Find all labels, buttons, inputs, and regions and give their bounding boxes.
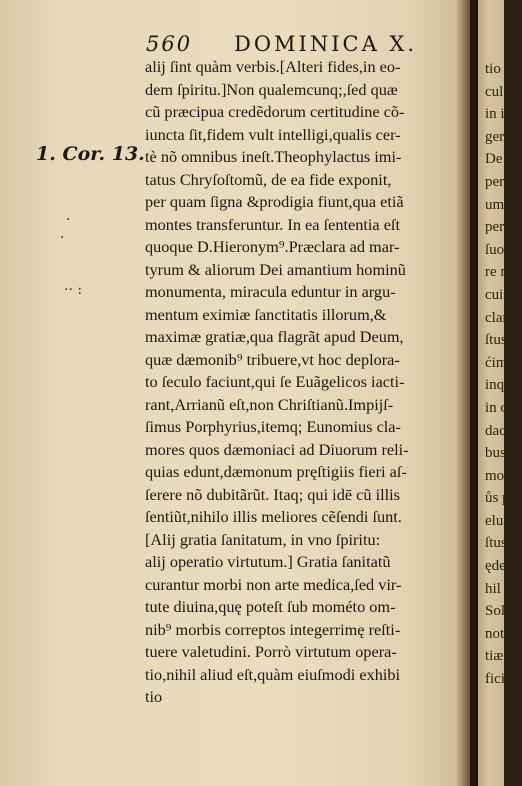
margin-mark: · xyxy=(60,230,65,246)
facing-text-fragment: inqu xyxy=(485,377,512,394)
facing-text-fragment: ger xyxy=(485,128,505,145)
text-line: dem ſpiritu.]Non qualemcunq;,ſed quæ xyxy=(145,79,398,99)
facing-text-fragment: cui t xyxy=(485,286,512,303)
facing-text-fragment: um, xyxy=(485,196,508,213)
margin-reference: 1. Cor. 13. xyxy=(36,143,145,165)
text-line: per quam ſigna &prodigia fiunt,qua etiã xyxy=(145,192,404,211)
text-line: quoque D.Hieronym⁹.Præclara ad mar- xyxy=(145,237,400,256)
margin-mark: · xyxy=(66,212,71,228)
text-line: ſerere nõ dubitãrũt. Itaq; qui idē cũ illis xyxy=(145,484,400,504)
text-line: monumenta, miracula eduntur in argu- xyxy=(145,282,396,301)
text-line: tyrum & aliorum Dei amantium hominũ xyxy=(145,259,406,279)
facing-text-fragment: hil ha xyxy=(485,580,519,597)
body-text xyxy=(145,56,467,709)
text-line: to ſeculo faciunt,qui ſe Euãgelicos iacti- xyxy=(145,372,405,391)
running-header xyxy=(146,32,466,58)
facing-text-fragment: clara xyxy=(485,309,515,326)
text-line: iuncta ſit,fidem vult intelligi,qualis cer- xyxy=(145,124,401,144)
facing-text-fragment: ſtus xyxy=(485,332,507,349)
facing-text-fragment: eludi xyxy=(485,512,515,529)
facing-text-fragment: notis xyxy=(485,625,515,642)
facing-text-fragment: ćimi xyxy=(485,354,512,371)
text-line: alij ſint quàm verbis.[Alteri fides,in eo- xyxy=(145,57,401,76)
text-line: quæ dæmonib⁹ tribuere,vt hoc deplora- xyxy=(145,349,400,369)
margin-mark: ·· : xyxy=(64,282,83,298)
facing-text-fragment: De xyxy=(485,151,503,168)
book-gutter xyxy=(456,0,478,786)
facing-text-fragment: dacit xyxy=(485,422,515,439)
text-line: tute diuina,quę poteſt ſub mométo om- xyxy=(145,597,396,616)
text-line: rant,Arrianũ eſt,non Chriſtianũ.Impijſ- xyxy=(145,394,394,414)
text-line: tuere valetudini. Porrò virtutum opera- xyxy=(145,642,397,661)
facing-text-fragment: per xyxy=(485,173,505,190)
text-line: nib⁹ morbis correptos integerrimę reſti- xyxy=(145,619,401,639)
text-line: mentum eximiæ ſanctitatis illorum,& xyxy=(145,304,387,324)
facing-text-fragment: tiæ qu xyxy=(485,648,522,665)
facing-text-fragment: ůs pe xyxy=(485,490,517,507)
text-line: alij operatio virtutum.] Gratia ſanitatũ xyxy=(145,552,391,571)
facing-text-fragment: ficien xyxy=(485,671,520,688)
facing-text-fragment: mo,n xyxy=(485,467,516,484)
facing-text-fragment: cul xyxy=(485,83,504,100)
page-number: 560 xyxy=(146,32,193,56)
text-line: ſimus Porphyrius,itemq; Eunomius cla- xyxy=(145,417,401,436)
text-line: tatus Chryſoſtomũ, de ea fide exponit, xyxy=(145,169,392,189)
facing-text-fragment: in or xyxy=(485,399,513,416)
text-line: maximæ gratiæ,qua flagrãt apud Deum, xyxy=(145,327,404,346)
text-line: tè nõ omnibus ineſt.Theophylactus imi- xyxy=(145,147,402,166)
text-line: ſentiũt,nihilo illis meliores cẽſendi ſunt. xyxy=(145,507,402,526)
facing-text-fragment: ſuos xyxy=(485,241,511,258)
text-line: curantur morbi non arte medica,ſed vir- xyxy=(145,574,402,594)
text-line: [Alij gratia ſanitatum, in vno ſpiritu: xyxy=(145,529,381,549)
text-line: tio,nihil aliud eſt,quàm eiuſmodi exhibi xyxy=(145,664,401,684)
facing-text-fragment: peri xyxy=(485,219,509,236)
facing-text-fragment: ędere xyxy=(485,558,518,575)
text-line: tio xyxy=(145,687,163,706)
facing-text-fragment: Solen xyxy=(485,603,520,620)
facing-text-fragment: tio xyxy=(485,61,501,77)
text-line: mores quos dæmoniaci ad Diuorum reli- xyxy=(145,439,409,459)
facing-page-text xyxy=(485,58,522,691)
facing-text-fragment: re n xyxy=(485,264,508,281)
facing-text-fragment: bus ſ xyxy=(485,445,514,462)
text-line: montes transferuntur. In ea ſententia eſt xyxy=(145,214,400,234)
text-line: cũ præcipua credẽdorum certitudine cõ- xyxy=(145,102,405,121)
page-title: DOMINICA X. xyxy=(234,32,418,56)
facing-text-fragment: in i xyxy=(485,106,505,123)
text-line: quias edunt,dæmonum pręſtigiis fieri aſ- xyxy=(145,462,407,481)
facing-text-fragment: ſtus & xyxy=(485,535,522,552)
